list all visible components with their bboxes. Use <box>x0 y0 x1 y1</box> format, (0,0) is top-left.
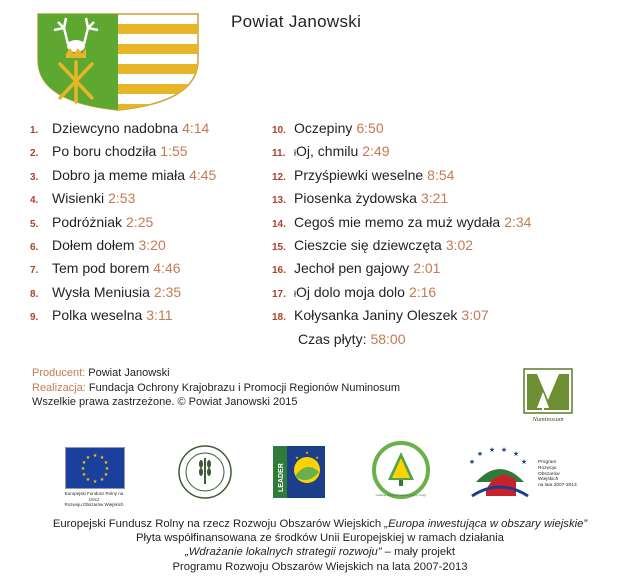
svg-text:★: ★ <box>520 459 528 466</box>
prow-line-2: Rozwoju <box>538 465 557 471</box>
track-number: 5. <box>30 218 39 230</box>
svg-text:★: ★ <box>85 477 91 483</box>
track-15 <box>272 237 531 260</box>
track-title: Piosenka żydowska <box>294 190 417 207</box>
eu-eafrd-logo <box>62 447 126 508</box>
realization-value: Fundacja Ochrony Krajobrazu i Promocji Regionów Numinosum <box>88 381 401 394</box>
track-duration: 3:07 <box>461 307 489 324</box>
track-number: 11. <box>272 148 286 160</box>
page-title: Powiat Janowski <box>231 12 362 31</box>
leader-logo <box>273 446 325 498</box>
track-duration: 2:53 <box>108 190 136 207</box>
svg-text:★: ★ <box>500 447 508 454</box>
svg-text:★: ★ <box>476 451 484 458</box>
footer-line-3-action: „Wdrażanie lokalnych strategii rozwoju” <box>185 546 382 559</box>
track-duration: 1:55 <box>160 143 188 160</box>
track-10 <box>272 120 531 143</box>
track-duration: 6:50 <box>356 120 384 136</box>
track-duration: 8:54 <box>427 166 455 183</box>
rights-line: Wszelkie prawa zastrzeżone. © Powiat Janowski 2015 <box>32 396 298 408</box>
track-number: 1. <box>30 125 39 136</box>
track-duration: 2:16 <box>408 283 437 300</box>
prow-logo <box>462 446 580 500</box>
track-duration: 4:45 <box>189 166 217 183</box>
track-title: Polka weselna <box>52 307 143 324</box>
track-18 <box>272 307 531 330</box>
track-title: Kołysanka Janiny Oleszek <box>294 307 458 324</box>
track-title: Oj dolo moja dolo <box>296 283 405 300</box>
track-duration: 3:02 <box>445 236 474 253</box>
eu-flag-icon <box>65 447 125 489</box>
track-number: 3. <box>30 171 39 183</box>
track-number: 12. <box>272 171 286 183</box>
total-duration <box>272 331 531 354</box>
track-number: 16. <box>272 265 286 277</box>
track-17 <box>272 284 531 307</box>
producer-line <box>32 366 400 381</box>
powiat-janowski-crest <box>34 10 202 112</box>
svg-text:★: ★ <box>85 455 91 461</box>
track-duration: 3:21 <box>420 190 449 207</box>
svg-text:★: ★ <box>99 455 105 461</box>
svg-text:★: ★ <box>488 447 496 454</box>
track-number: 4. <box>30 195 39 207</box>
track-title: Cieszcie się dziewczęta <box>294 236 442 253</box>
track-title: Podróżniak <box>52 213 123 230</box>
track-title: Dobro ja meme miała <box>52 166 186 183</box>
total-value: 58:00 <box>370 330 406 347</box>
footer <box>0 517 640 574</box>
track-number: 14. <box>272 218 286 230</box>
numinosum-label: Numinosum <box>532 416 564 423</box>
eu-caption-2: Rozwoju Obszarów Wiejskich <box>64 502 124 507</box>
prow-line-4: Wiejskich <box>538 477 559 483</box>
prow-line-3: Obszarów <box>538 471 560 477</box>
tracklist-right <box>272 120 531 354</box>
track-11 <box>272 143 531 166</box>
track-duration: 2:01 <box>413 260 441 277</box>
track-duration: 2:34 <box>504 213 532 230</box>
track-number: 15. <box>272 241 286 253</box>
track-title: Dziewcyno nadobna <box>52 120 179 136</box>
prow-line-1: Program <box>538 460 557 465</box>
track-title: Oczepiny <box>294 120 353 136</box>
producer-value: Powiat Janowski <box>88 367 170 379</box>
track-duration: 3:11 <box>146 307 173 324</box>
track-number: 18. <box>272 312 286 324</box>
track-title: Wysła Meniusia <box>52 283 150 300</box>
track-duration: 2:25 <box>126 213 154 230</box>
track-mark: ł <box>294 148 296 159</box>
track-duration: 4:14 <box>182 120 210 136</box>
footer-line-3 <box>0 545 640 559</box>
svg-text:★: ★ <box>92 453 98 459</box>
track-title: Przyśpiewki weselne <box>294 166 424 183</box>
footer-line-1-slogan: „Europa inwestująca w obszary wiejskie” <box>384 518 588 530</box>
track-13 <box>272 190 531 213</box>
track-7 <box>30 260 216 283</box>
total-label: Czas płyty: <box>298 330 367 347</box>
lgd-label: Lokalna Grupa Działania „Leśny Krąg” <box>375 493 427 497</box>
track-number: 7. <box>30 265 39 277</box>
credits <box>32 366 400 410</box>
track-title: Jechoł pen gajowy <box>294 260 410 277</box>
ministry-seal-logo <box>177 444 233 500</box>
realization-label: Realizacja: <box>32 381 86 394</box>
track-3 <box>30 167 216 190</box>
prow-emblem-icon <box>462 446 538 500</box>
footer-line-3-suffix: – mały projekt <box>381 546 455 559</box>
track-title: Po boru chodziła <box>52 143 157 160</box>
svg-text:★: ★ <box>99 477 105 483</box>
track-number: 17. <box>272 288 286 300</box>
track-number: 13. <box>272 195 286 207</box>
producer-label: Producent: <box>32 367 86 379</box>
lgd-lesny-krag-logo <box>372 440 430 500</box>
svg-text:★: ★ <box>305 450 309 455</box>
svg-text:★: ★ <box>315 455 319 460</box>
leader-label: LEADER <box>278 463 285 492</box>
track-number: 10. <box>272 125 286 136</box>
tracklist-left <box>30 120 216 331</box>
track-number: 6. <box>30 241 39 253</box>
track-1 <box>30 120 216 143</box>
track-2 <box>30 143 216 166</box>
track-5 <box>30 214 216 237</box>
track-number: 2. <box>30 148 39 160</box>
prow-line-5: na lata 2007-2013 <box>538 483 577 489</box>
track-title: Wisienki <box>52 190 105 207</box>
svg-text:★: ★ <box>92 479 98 485</box>
track-duration: 2:35 <box>153 283 182 300</box>
footer-line-2: Płyta współfinansowana ze środków Unii Europejskiej w ramach działania <box>136 532 504 545</box>
track-title: Tem pod borem <box>52 260 150 277</box>
track-duration: 4:46 <box>153 260 181 277</box>
track-16 <box>272 260 531 283</box>
track-duration: 3:20 <box>138 236 166 253</box>
svg-text:★: ★ <box>104 466 110 472</box>
svg-text:★: ★ <box>295 455 299 460</box>
track-title: Oj, chmilu <box>296 143 359 160</box>
track-9 <box>30 307 216 330</box>
track-8 <box>30 284 216 307</box>
svg-text:★: ★ <box>81 472 87 478</box>
svg-text:★: ★ <box>80 466 86 472</box>
svg-text:★: ★ <box>103 460 109 466</box>
track-4 <box>30 190 216 213</box>
footer-line-4: Programu Rozwoju Obszarów Wiejskich na lata 2007-2013 <box>172 560 468 573</box>
track-12 <box>272 167 531 190</box>
realization-line <box>32 381 400 396</box>
track-title: Cegoś mie memo za muż wydała <box>294 213 501 230</box>
svg-text:★: ★ <box>81 460 87 466</box>
footer-line-1 <box>0 517 640 531</box>
track-duration: 2:49 <box>362 143 390 160</box>
track-title: Dołem dołem <box>52 236 135 253</box>
track-6 <box>30 237 216 260</box>
svg-text:★: ★ <box>468 459 476 466</box>
track-14 <box>272 214 531 237</box>
track-number: 8. <box>30 288 39 300</box>
svg-text:★: ★ <box>103 472 109 478</box>
numinosum-logo <box>523 368 573 423</box>
prow-text <box>538 460 577 489</box>
svg-text:★: ★ <box>512 451 520 458</box>
track-mark: ł <box>294 288 296 299</box>
track-number: 9. <box>30 312 39 324</box>
footer-line-1-text: Europejski Fundusz Rolny na rzecz Rozwoju Obszarów Wiejskich <box>52 518 385 530</box>
eu-caption-1: Europejski Fundusz Rolny na rzecz <box>64 491 124 502</box>
